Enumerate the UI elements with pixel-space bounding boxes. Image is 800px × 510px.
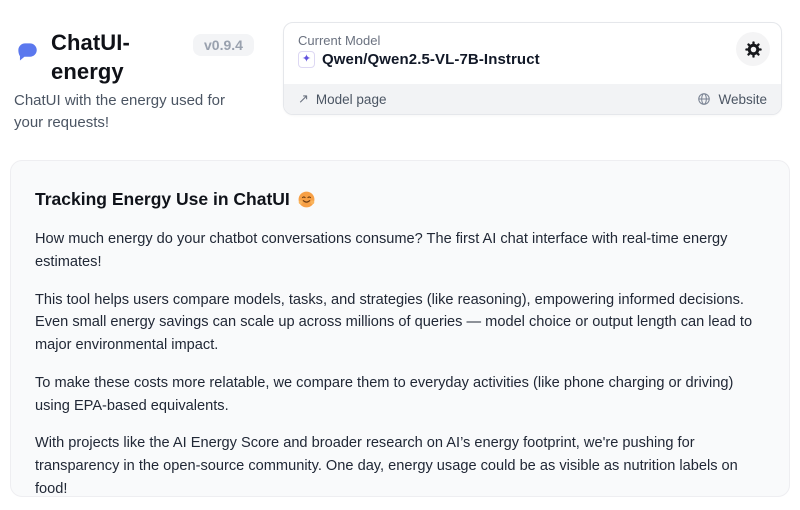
intro-paragraph: This tool helps users compare models, tasks, and strategies (like reasoning), empowering informed decisions. Even small energy savings can scale up across millions of queries — model choice or output length can lead to major environmental impact. (35, 291, 753, 354)
gear-icon (745, 41, 762, 58)
globe-icon (697, 92, 711, 106)
model-card-body (284, 23, 781, 84)
current-model-label: Current Model (298, 33, 381, 48)
external-link-icon: ↗ (298, 91, 309, 106)
hugging-face-emoji (297, 190, 316, 209)
panel-heading-text: Tracking Energy Use in ChatUI (35, 189, 290, 209)
intro-paragraph: How much energy do your chatbot conversations consume? The first AI chat interface with real-time energy estimates! (35, 231, 728, 270)
current-model-card (283, 22, 782, 115)
version-badge: v0.9.4 (193, 34, 254, 56)
model-card-footer (284, 84, 781, 114)
website-label: Website (718, 91, 767, 107)
qwen-logo-icon: ✦ (298, 51, 315, 68)
model-name: Qwen/Qwen2.5-VL-7B-Instruct (322, 51, 540, 68)
app-brand (14, 28, 181, 86)
settings-button[interactable] (736, 32, 770, 66)
website-link[interactable] (697, 92, 767, 107)
page-title: ChatUI-energy (51, 30, 130, 85)
intro-paragraph: To make these costs more relatable, we compare them to everyday activities (like phone charging or driving) using EPA-based equivalents. (35, 374, 734, 414)
chat-bubble-icon (14, 39, 40, 65)
intro-paragraph: With projects like the AI Energy Score and broader research on AI’s energy footprint, we're pushing for transparency in the open-source community. One day, energy usage could be as visible as nutrition labels on food! (35, 435, 738, 497)
app-tagline: ChatUI with the energy used for your requests! (14, 92, 225, 131)
model-page-link[interactable] (298, 91, 386, 107)
panel-heading (35, 189, 765, 210)
model-row (298, 51, 767, 68)
intro-panel (10, 160, 790, 497)
model-page-label: Model page (315, 91, 387, 107)
